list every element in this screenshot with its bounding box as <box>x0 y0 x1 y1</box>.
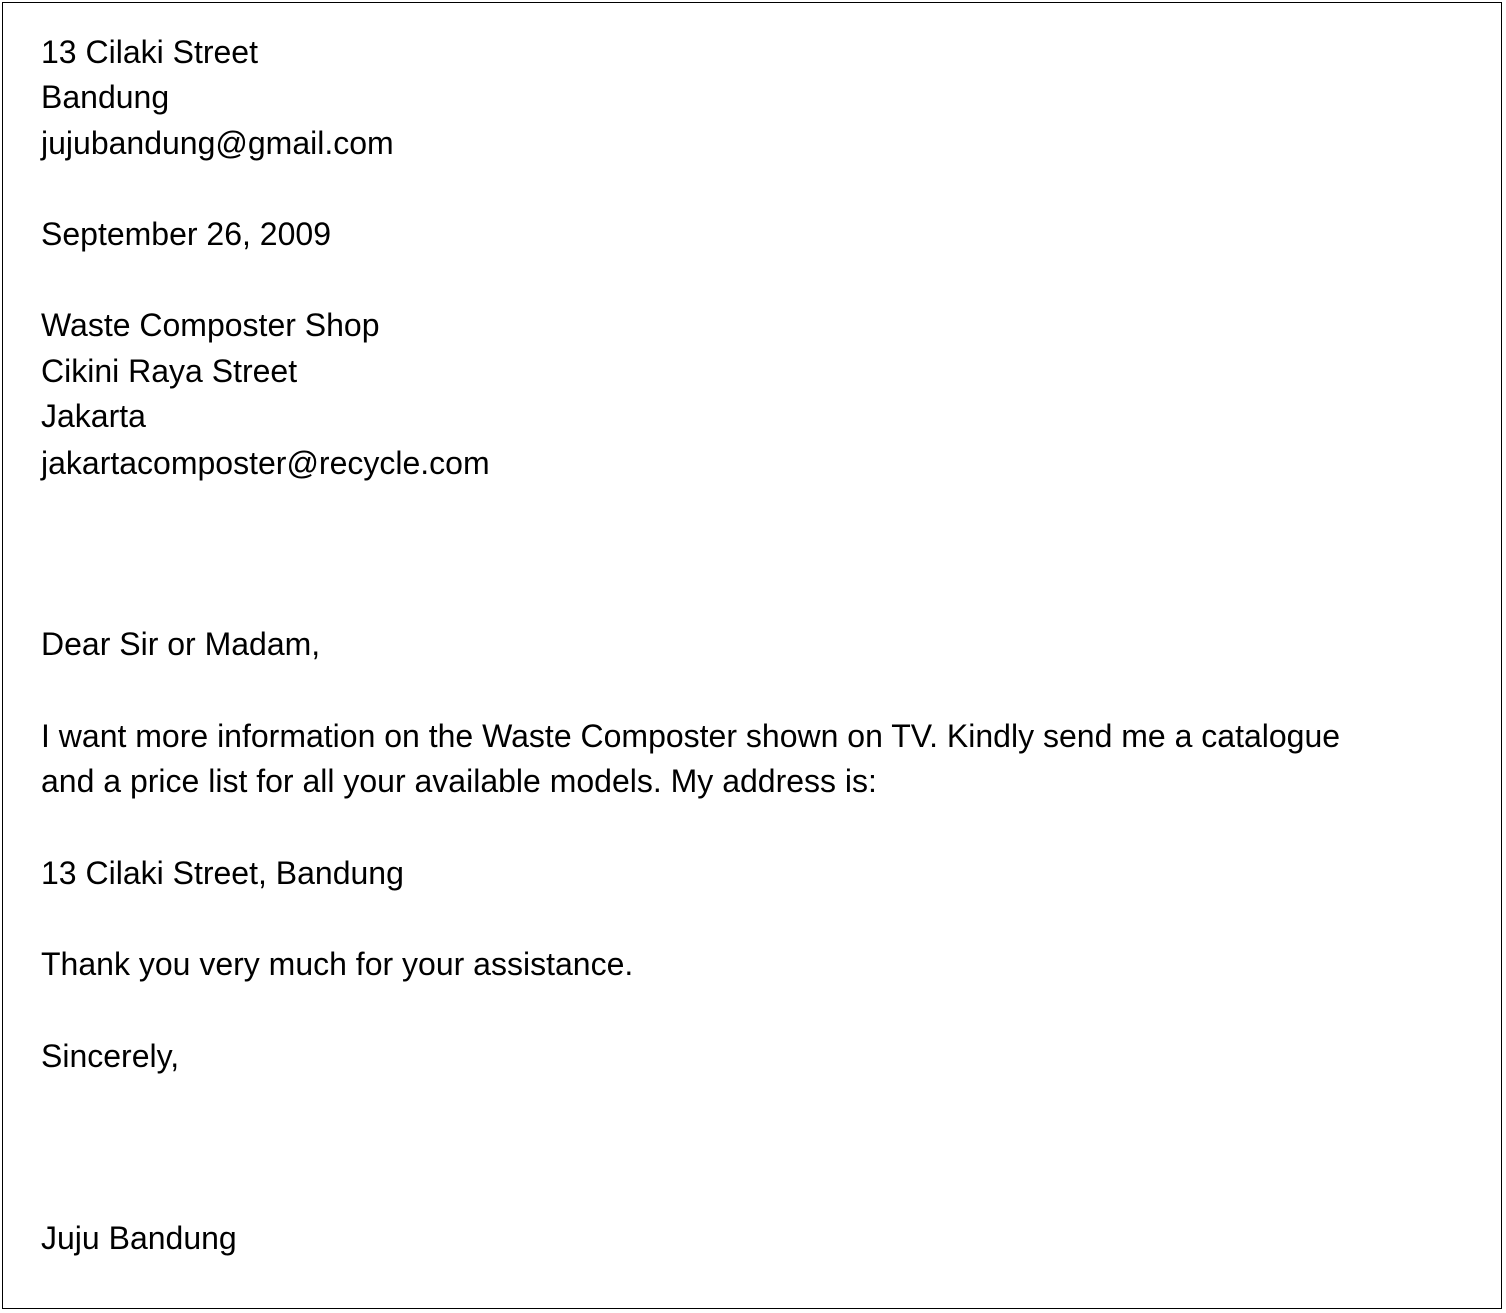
signature: Juju Bandung <box>41 1220 237 1256</box>
sender-city: Bandung <box>41 79 170 115</box>
recipient-email: jakartacomposter@recycle.com <box>41 445 490 481</box>
body-address-line: 13 Cilaki Street, Bandung <box>41 855 404 891</box>
body-paragraph-line-2: and a price list for all your available models. My address is: <box>41 763 877 799</box>
closing: Sincerely, <box>41 1038 180 1074</box>
body-paragraph-line-1: I want more information on the Waste Composter shown on TV. Kindly send me a catalogue <box>41 718 1341 754</box>
recipient-street: Cikini Raya Street <box>41 353 298 389</box>
sender-street: 13 Cilaki Street <box>41 34 258 70</box>
recipient-city: Jakarta <box>41 398 146 434</box>
salutation: Dear Sir or Madam, <box>41 626 321 662</box>
letter-page <box>2 2 1502 1309</box>
letter-date: September 26, 2009 <box>41 216 331 252</box>
body-thanks: Thank you very much for your assistance. <box>41 946 634 982</box>
sender-email: jujubandung@gmail.com <box>41 125 394 161</box>
recipient-name: Waste Composter Shop <box>41 307 380 343</box>
